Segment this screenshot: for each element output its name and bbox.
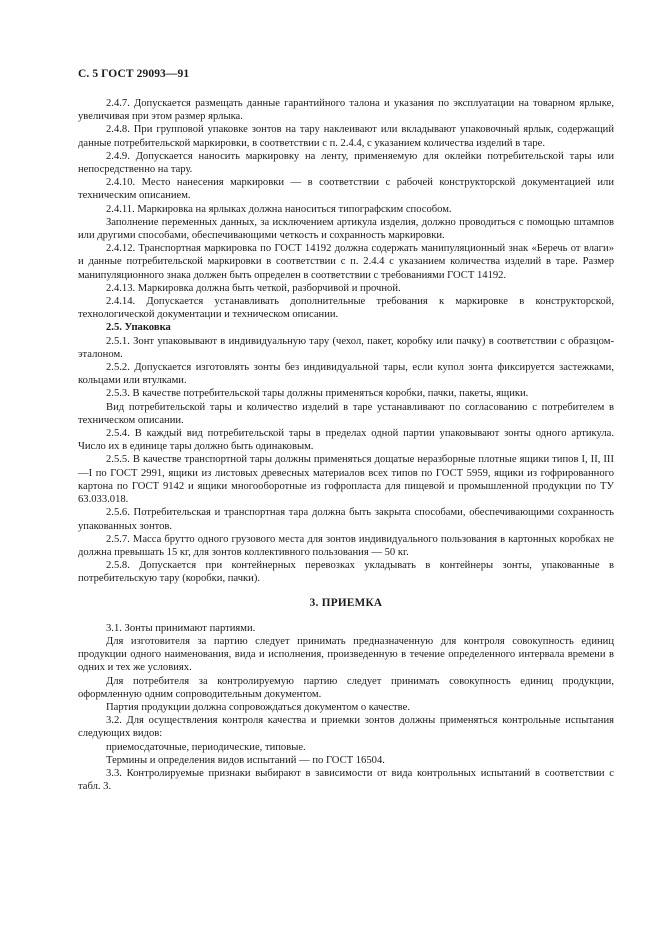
paragraph-variable-data: Заполнение переменных данных, за исключением артикула изделия, должно проводиться с помощью штампов или другими способами, обеспечивающими четкость и сохранность маркировки. <box>78 216 614 242</box>
section-title-acceptance: 3. ПРИЕМКА <box>309 596 383 609</box>
paragraph-2-5-5: 2.5.5. В качестве транспортной тары должны применяться дощатые неразборные плотные ящики типов I, II, III—I по ГОСТ 2991, ящики из листовых древесных материалов всех типов по ГОСТ 5959, ящики из гофрированного картона по ГОСТ 9142 и ящики многооборотные из гофропласта для пищевой и промышленной продукции по ТУ 63.033.018. <box>78 454 614 506</box>
paragraph-3-2: 3.2. Для осуществления контроля качества и приемки зонтов должны применяться контрольные испытания следующих видов: <box>78 715 614 740</box>
paragraph-2-4-11: 2.4.11. Маркировка на ярлыках должна наноситься типографским способом. <box>106 203 452 215</box>
paragraph-2-5-6: 2.5.6. Потребительская и транспортная тара должна быть закрыта способами, обеспечивающими сохранность упакованных зонтов. <box>78 507 614 532</box>
subsection-heading-packaging: 2.5. Упаковка <box>106 322 171 334</box>
paragraph-2-4-9: 2.4.9. Допускается наносить маркировку на ленту, применяемую для оклейки потребительской тары или непосредственно на тару. <box>78 150 614 176</box>
paragraph-2-4-8: 2.4.8. При групповой упаковке зонтов на тару наклеивают или вкладывают упаковочный ярлык, содержащий данные потребительской маркировки, в соответствии с п. 2.4.4, с указанием количества изделий в таре. <box>78 124 614 149</box>
paragraph-2-4-14: 2.4.14. Допускается устанавливать дополнительные требования к маркировке в конструкторской, технологической документации и техническом описании. <box>78 296 614 321</box>
paragraph-quality-document: Партия продукции должна сопровождаться документом о качестве. <box>106 701 410 713</box>
paragraph-2-5-3: 2.5.3. В качестве потребительской тары должны применяться коробки, пачки, пакеты, ящики. <box>106 388 529 400</box>
paragraph-manufacturer-batch: Для изготовителя за партию следует принимать предназначенную для контроля совокупность единиц продукции одного наименования, вида и исполнения, произведенную в течение определенного интервала времени в одних и тех же условиях. <box>78 635 614 674</box>
page-header: С. 5 ГОСТ 29093—91 <box>78 68 190 80</box>
paragraph-3-1: 3.1. Зонты принимают партиями. <box>106 622 256 634</box>
paragraph-terms-definitions: Термины и определения видов испытаний — по ГОСТ 16504. <box>106 754 385 766</box>
paragraph-2-5-2: 2.5.2. Допускается изготовлять зонты без индивидуальной тары, если купол зонта фиксируется застежками, кольцами или втулками. <box>78 362 614 387</box>
paragraph-consumer-batch: Для потребителя за контролируемую партию следует принимать совокупность единиц продукции, оформленную одним сопроводительным документом. <box>78 675 614 700</box>
paragraph-3-3: 3.3. Контролируемые признаки выбирают в зависимости от вида контрольных испытаний в соответствии с табл. 3. <box>78 767 614 793</box>
paragraph-2-5-4: 2.5.4. В каждый вид потребительской тары в пределах одной партии упаковывают зонты одного артикула. Число их в единице тары должно быть одинаковым. <box>78 428 614 453</box>
paragraph-2-4-10: 2.4.10. Место нанесения маркировки — в соответствии с рабочей конструкторской документацией или техническим описанием. <box>78 177 614 202</box>
paragraph-2-4-7: 2.4.7. Допускается размещать данные гарантийного талона и указания по эксплуатации на товарном ярлыке, увеличивая при этом размер ярлыка. <box>78 98 614 123</box>
paragraph-2-5-7: 2.5.7. Масса брутто одного грузового места для зонтов индивидуального пользования в картонных коробках не должна превышать 15 кг, для зонтов коллективного пользования — 50 кг. <box>78 533 614 558</box>
document-body <box>78 97 614 793</box>
paragraph-2-5-1: 2.5.1. Зонт упаковывают в индивидуальную тару (чехол, пакет, коробку или пачку) в соответствии с образцом-эталоном. <box>78 335 614 360</box>
paragraph-2-4-12: 2.4.12. Транспортная маркировка по ГОСТ 14192 должна содержать манипуляционный знак «Беречь от влаги» и данные потребительской маркировки в соответствии с п. 2.4.4 с указанием количества изделий в таре. Размер манипуляционного знака должен быть определен в соответствии с требованиями ГОСТ 14192. <box>78 243 614 281</box>
paragraph-container-type: Вид потребительской тары и количество изделий в таре устанавливают по согласованию с потребителем в техническом описании. <box>78 401 614 426</box>
paragraph-2-4-13: 2.4.13. Маркировка должна быть четкой, разборчивой и прочной. <box>106 282 401 294</box>
paragraph-2-5-8: 2.5.8. Допускается при контейнерных перевозках укладывать в контейнеры зонты, упакованные в потребительскую тару (коробки, пачки). <box>78 560 614 585</box>
paragraph-test-types: приемосдаточные, периодические, типовые. <box>106 741 306 753</box>
